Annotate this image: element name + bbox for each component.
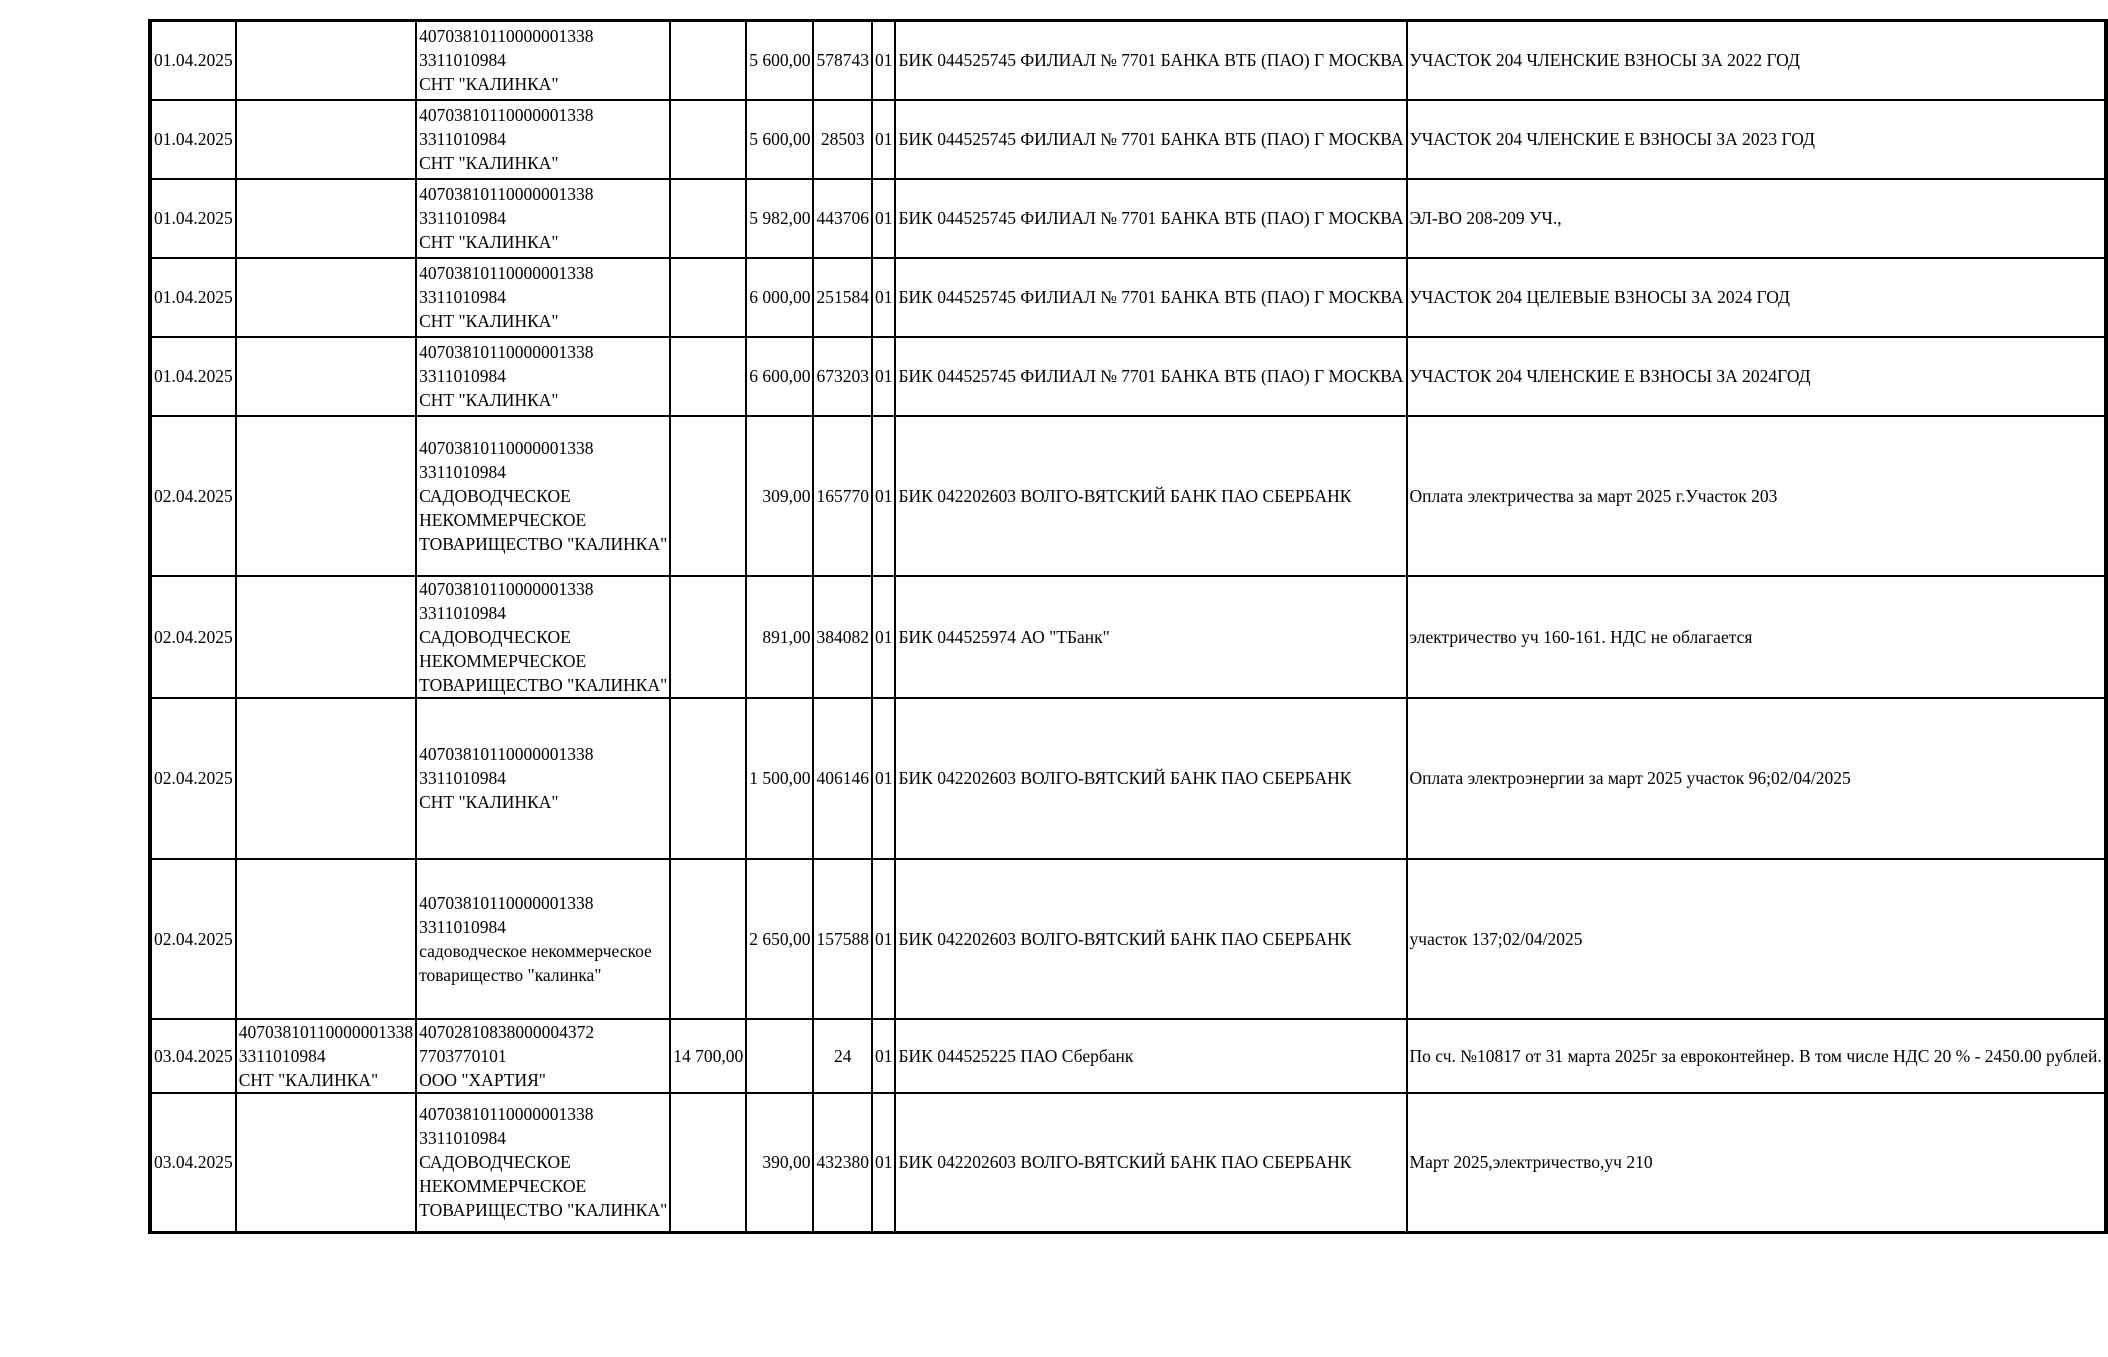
recipient-cell	[416, 1093, 670, 1233]
credit-cell-text: 5 982,00	[749, 208, 811, 228]
purpose-cell-text: участок 137;02/04/2025	[1409, 928, 1583, 949]
recipient-line: ТОВАРИЩЕСТВО "КАЛИНКА"	[419, 533, 668, 554]
recipient-line: СНТ "КАЛИНКА"	[419, 74, 559, 95]
bank-cell	[895, 1019, 1406, 1093]
credit-cell	[746, 416, 813, 576]
bank-cell	[895, 21, 1406, 100]
bank-cell-text: БИК 042202603 ВОЛГО-ВЯТСКИЙ БАНК ПАО СБЕРБАНК	[898, 485, 1352, 506]
bank-cell-text: БИК 042202603 ВОЛГО-ВЯТСКИЙ БАНК ПАО СБЕРБАНК	[898, 768, 1352, 788]
doc-number-cell-text: 673203	[816, 366, 869, 386]
table-row	[150, 179, 2106, 258]
credit-cell	[746, 1093, 813, 1233]
bank-cell	[895, 576, 1406, 698]
recipient-line: ТОВАРИЩЕСТВО "КАЛИНКА"	[419, 1200, 668, 1221]
doc-number-cell	[813, 416, 872, 576]
credit-cell	[746, 1019, 813, 1093]
doc-number-cell-text: 432380	[816, 1152, 869, 1173]
doc-number-cell	[813, 337, 872, 416]
debit-cell	[670, 258, 746, 337]
operation-type-cell-text: 01	[874, 768, 893, 788]
recipient-line: 40703810110000001338	[419, 105, 594, 125]
purpose-cell-text: электричество уч 160-161. НДС не облагается	[1409, 626, 1753, 647]
table-row	[150, 258, 2106, 337]
operation-type-cell	[872, 1093, 896, 1233]
statement-rows	[150, 21, 2106, 1233]
bank-cell-text: БИК 044525745 ФИЛИАЛ № 7701 БАНКА ВТБ (ПАО) Г МОСКВА	[898, 366, 1404, 386]
recipient-line: СНТ "КАЛИНКА"	[419, 311, 559, 331]
purpose-cell	[1407, 21, 2106, 100]
payer-cell	[236, 21, 416, 100]
recipient-cell	[416, 100, 670, 179]
recipient-line: 3311010984	[419, 208, 506, 228]
credit-cell	[746, 859, 813, 1019]
debit-cell	[670, 1093, 746, 1233]
date-cell-text: 01.04.2025	[154, 366, 233, 386]
date-cell	[150, 1093, 236, 1233]
recipient-line: 3311010984	[419, 287, 506, 307]
date-cell-text: 01.04.2025	[154, 50, 233, 71]
date-cell-text: 03.04.2025	[154, 1152, 233, 1173]
payer-cell	[236, 1093, 416, 1233]
table-row	[150, 859, 2106, 1019]
purpose-cell-text: По сч. №10817 от 31 марта 2025г за евроконтейнер. В том числе НДС 20 % - 2450.00 рублей.	[1409, 1045, 2102, 1066]
date-cell	[150, 416, 236, 576]
operation-type-cell	[872, 576, 896, 698]
date-cell	[150, 258, 236, 337]
operation-type-cell	[872, 179, 896, 258]
purpose-cell	[1407, 179, 2106, 258]
purpose-cell-text: Март 2025,электричество,уч 210	[1409, 1152, 1653, 1173]
date-cell	[150, 698, 236, 859]
date-cell-text: 03.04.2025	[154, 1045, 233, 1066]
statement-table	[148, 19, 2108, 1234]
credit-cell-text: 5 600,00	[749, 50, 811, 71]
bank-cell	[895, 337, 1406, 416]
table-row	[150, 1019, 2106, 1093]
table-row	[150, 337, 2106, 416]
recipient-cell	[416, 1019, 670, 1093]
operation-type-cell-text: 01	[874, 366, 893, 386]
doc-number-cell-text: 28503	[820, 129, 865, 149]
recipient-line: 40703810110000001338	[419, 744, 594, 764]
table-row	[150, 576, 2106, 698]
bank-cell-text: БИК 044525225 ПАО Сбербанк	[898, 1045, 1134, 1066]
purpose-cell-text: УЧАСТОК 204 ЦЕЛЕВЫЕ ВЗНОСЫ ЗА 2024 ГОД	[1409, 287, 1790, 307]
bank-cell	[895, 698, 1406, 859]
credit-cell-text: 390,00	[762, 1152, 811, 1173]
purpose-cell-text: УЧАСТОК 204 ЧЛЕНСКИЕ ВЗНОСЫ ЗА 2022 ГОД	[1409, 50, 1800, 71]
operation-type-cell-text: 01	[874, 1152, 893, 1173]
recipient-line: 3311010984	[419, 366, 506, 386]
doc-number-cell-text: 384082	[816, 626, 869, 647]
debit-cell	[670, 698, 746, 859]
recipient-line: 3311010984	[419, 461, 506, 482]
doc-number-cell	[813, 258, 872, 337]
date-cell-text: 01.04.2025	[154, 287, 233, 307]
payer-cell	[236, 100, 416, 179]
recipient-cell	[416, 258, 670, 337]
table-row	[150, 100, 2106, 179]
recipient-line: СНТ "КАЛИНКА"	[419, 232, 559, 252]
payer-line: 40703810110000001338	[238, 1021, 414, 1042]
bank-cell-text: БИК 042202603 ВОЛГО-ВЯТСКИЙ БАНК ПАО СБЕРБАНК	[898, 928, 1352, 949]
purpose-cell	[1407, 337, 2106, 416]
operation-type-cell-text: 01	[874, 485, 893, 506]
recipient-cell	[416, 179, 670, 258]
bank-cell-text: БИК 044525745 ФИЛИАЛ № 7701 БАНКА ВТБ (ПАО) Г МОСКВА	[898, 208, 1404, 228]
credit-cell-text: 6 000,00	[749, 287, 811, 307]
credit-cell-text: 891,00	[762, 626, 811, 647]
credit-cell	[746, 337, 813, 416]
purpose-cell	[1407, 416, 2106, 576]
credit-cell-text: 1 500,00	[749, 768, 811, 788]
bank-cell	[895, 416, 1406, 576]
purpose-cell-text: Оплата электроэнергии за март 2025 участок 96;02/04/2025	[1409, 768, 1851, 788]
doc-number-cell	[813, 21, 872, 100]
recipient-line: 3311010984	[419, 768, 506, 788]
recipient-line: 40703810110000001338	[419, 892, 594, 913]
operation-type-cell-text: 01	[874, 928, 893, 949]
doc-number-cell-text: 24	[833, 1045, 852, 1066]
payer-cell	[236, 1019, 416, 1093]
recipient-line: 40703810110000001338	[419, 1104, 594, 1125]
operation-type-cell	[872, 21, 896, 100]
doc-number-cell-text: 251584	[816, 287, 869, 307]
recipient-cell	[416, 698, 670, 859]
table-row	[150, 416, 2106, 576]
recipient-line: СНТ "КАЛИНКА"	[419, 792, 559, 812]
recipient-line: СНТ "КАЛИНКА"	[419, 390, 559, 410]
date-cell-text: 02.04.2025	[154, 768, 233, 788]
doc-number-cell-text: 165770	[816, 485, 869, 506]
credit-cell	[746, 698, 813, 859]
operation-type-cell	[872, 1019, 896, 1093]
date-cell	[150, 100, 236, 179]
operation-type-cell-text: 01	[874, 208, 893, 228]
debit-cell-text: 14 700,00	[673, 1045, 744, 1066]
operation-type-cell-text: 01	[874, 129, 893, 149]
recipient-line: 3311010984	[419, 1128, 506, 1149]
doc-number-cell-text: 406146	[816, 768, 869, 788]
doc-number-cell	[813, 1019, 872, 1093]
recipient-line: САДОВОДЧЕСКОЕ	[419, 485, 571, 506]
debit-cell	[670, 859, 746, 1019]
bank-cell-text: БИК 042202603 ВОЛГО-ВЯТСКИЙ БАНК ПАО СБЕРБАНК	[898, 1152, 1352, 1173]
operation-type-cell	[872, 100, 896, 179]
recipient-line: НЕКОММЕРЧЕСКОЕ	[419, 650, 587, 671]
doc-number-cell	[813, 576, 872, 698]
recipient-line: садоводческое некоммерческое	[419, 940, 652, 961]
recipient-line: 7703770101	[419, 1045, 507, 1066]
date-cell-text: 02.04.2025	[154, 928, 233, 949]
recipient-line: 40703810110000001338	[419, 263, 594, 283]
recipient-line: СНТ "КАЛИНКА"	[419, 153, 559, 173]
credit-cell-text: 6 600,00	[749, 366, 811, 386]
operation-type-cell	[872, 698, 896, 859]
credit-cell	[746, 179, 813, 258]
operation-type-cell-text: 01	[874, 626, 893, 647]
table-row	[150, 21, 2106, 100]
operation-type-cell-text: 01	[874, 50, 893, 71]
bank-cell	[895, 179, 1406, 258]
table-row	[150, 698, 2106, 859]
payer-cell	[236, 416, 416, 576]
payer-line: СНТ "КАЛИНКА"	[238, 1069, 379, 1090]
purpose-cell-text: УЧАСТОК 204 ЧЛЕНСКИЕ Е ВЗНОСЫ ЗА 2023 ГОД	[1409, 129, 1815, 149]
doc-number-cell-text: 157588	[816, 928, 869, 949]
recipient-line: 40703810110000001338	[419, 26, 594, 47]
date-cell-text: 02.04.2025	[154, 626, 233, 647]
purpose-cell	[1407, 1019, 2106, 1093]
date-cell	[150, 179, 236, 258]
debit-cell	[670, 21, 746, 100]
doc-number-cell-text: 443706	[816, 208, 869, 228]
doc-number-cell-text: 578743	[816, 50, 869, 71]
recipient-cell	[416, 576, 670, 698]
purpose-cell-text: Оплата электричества за март 2025 г.Участок 203	[1409, 485, 1778, 506]
purpose-cell-text: ЭЛ-ВО 208-209 УЧ.,	[1409, 208, 1562, 228]
purpose-cell	[1407, 859, 2106, 1019]
payer-cell	[236, 337, 416, 416]
recipient-line: 40703810110000001338	[419, 184, 594, 204]
date-cell	[150, 21, 236, 100]
bank-cell	[895, 100, 1406, 179]
date-cell-text: 01.04.2025	[154, 129, 233, 149]
recipient-line: НЕКОММЕРЧЕСКОЕ	[419, 1176, 587, 1197]
operation-type-cell-text: 01	[874, 1045, 893, 1066]
operation-type-cell	[872, 337, 896, 416]
credit-cell	[746, 576, 813, 698]
recipient-line: САДОВОДЧЕСКОЕ	[419, 1152, 571, 1173]
debit-cell	[670, 1019, 746, 1093]
recipient-cell	[416, 859, 670, 1019]
recipient-line: 3311010984	[419, 602, 506, 623]
recipient-line: 40703810110000001338	[419, 578, 594, 599]
recipient-line: 40703810110000001338	[419, 342, 594, 362]
debit-cell	[670, 576, 746, 698]
recipient-line: ТОВАРИЩЕСТВО "КАЛИНКА"	[419, 674, 668, 695]
recipient-line: 40703810110000001338	[419, 437, 594, 458]
recipient-line: 3311010984	[419, 129, 506, 149]
payer-cell	[236, 258, 416, 337]
date-cell-text: 02.04.2025	[154, 485, 233, 506]
recipient-cell	[416, 21, 670, 100]
bank-cell	[895, 1093, 1406, 1233]
date-cell	[150, 576, 236, 698]
purpose-cell-text: УЧАСТОК 204 ЧЛЕНСКИЕ Е ВЗНОСЫ ЗА 2024ГОД	[1409, 366, 1811, 386]
date-cell	[150, 859, 236, 1019]
credit-cell	[746, 258, 813, 337]
purpose-cell	[1407, 100, 2106, 179]
purpose-cell	[1407, 576, 2106, 698]
bank-cell	[895, 258, 1406, 337]
payer-line: 3311010984	[238, 1045, 326, 1066]
recipient-line: ООО "ХАРТИЯ"	[419, 1069, 546, 1090]
recipient-line: 3311010984	[419, 916, 506, 937]
recipient-line: товарищество "калинка"	[419, 964, 602, 985]
credit-cell-text: 309,00	[762, 485, 811, 506]
operation-type-cell	[872, 416, 896, 576]
date-cell-text: 01.04.2025	[154, 208, 233, 228]
recipient-line: САДОВОДЧЕСКОЕ	[419, 626, 571, 647]
debit-cell	[670, 337, 746, 416]
bank-cell-text: БИК 044525745 ФИЛИАЛ № 7701 БАНКА ВТБ (ПАО) Г МОСКВА	[898, 287, 1404, 307]
recipient-cell	[416, 416, 670, 576]
recipient-line: НЕКОММЕРЧЕСКОЕ	[419, 509, 587, 530]
payer-cell	[236, 179, 416, 258]
doc-number-cell	[813, 698, 872, 859]
credit-cell-text: 2 650,00	[749, 928, 811, 949]
recipient-line: 3311010984	[419, 50, 506, 71]
payer-cell	[236, 698, 416, 859]
payer-cell	[236, 576, 416, 698]
debit-cell	[670, 100, 746, 179]
credit-cell	[746, 21, 813, 100]
operation-type-cell	[872, 258, 896, 337]
doc-number-cell	[813, 179, 872, 258]
operation-type-cell-text: 01	[874, 287, 893, 307]
table-row	[150, 1093, 2106, 1233]
purpose-cell	[1407, 258, 2106, 337]
purpose-cell	[1407, 698, 2106, 859]
bank-cell	[895, 859, 1406, 1019]
operation-type-cell	[872, 859, 896, 1019]
date-cell	[150, 337, 236, 416]
bank-cell-text: БИК 044525974 АО "ТБанк"	[898, 626, 1110, 647]
credit-cell	[746, 100, 813, 179]
debit-cell	[670, 179, 746, 258]
recipient-cell	[416, 337, 670, 416]
debit-cell	[670, 416, 746, 576]
bank-cell-text: БИК 044525745 ФИЛИАЛ № 7701 БАНКА ВТБ (ПАО) Г МОСКВА	[898, 129, 1404, 149]
recipient-line: 40702810838000004372	[419, 1021, 595, 1042]
doc-number-cell	[813, 859, 872, 1019]
purpose-cell	[1407, 1093, 2106, 1233]
date-cell	[150, 1019, 236, 1093]
doc-number-cell	[813, 1093, 872, 1233]
bank-cell-text: БИК 044525745 ФИЛИАЛ № 7701 БАНКА ВТБ (ПАО) Г МОСКВА	[898, 50, 1404, 71]
doc-number-cell	[813, 100, 872, 179]
credit-cell-text: 5 600,00	[749, 129, 811, 149]
payer-cell	[236, 859, 416, 1019]
